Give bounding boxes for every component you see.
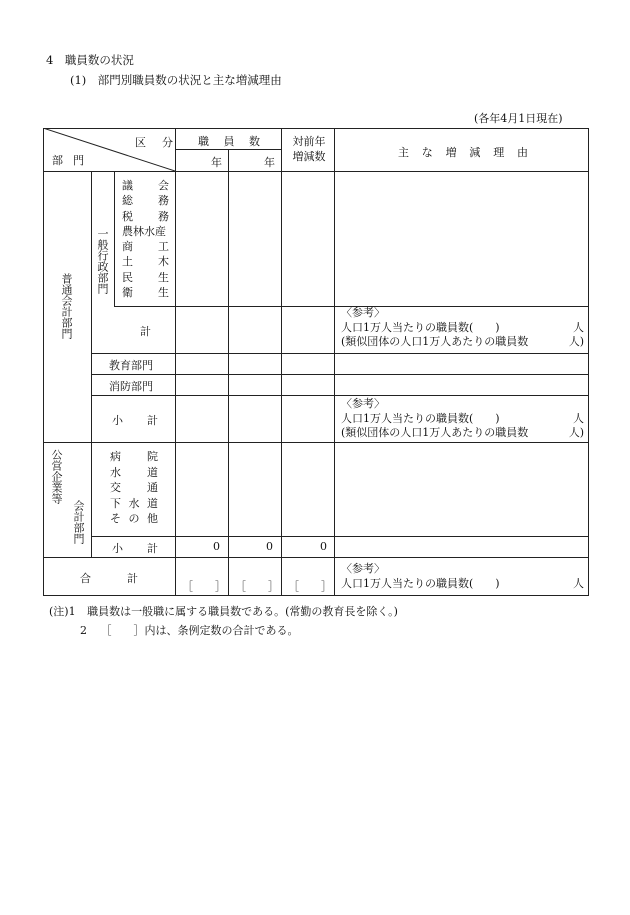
kouei-label: 公営企業等 <box>50 449 63 504</box>
list-item: 交 通 <box>110 481 158 494</box>
gokei-bracket-2: ［ ］ <box>235 580 279 593</box>
list-item: 総 務 <box>122 194 169 208</box>
list-item: 病 院 <box>110 450 158 463</box>
futsu-kaikei-label: 普通会計部門 <box>60 273 73 339</box>
gokei-label: 合 計 <box>80 572 138 585</box>
kouei-shokei-label: 小 計 <box>112 542 158 555</box>
shobo-label: 消防部門 <box>109 380 153 393</box>
sanko-gokei: 〈参考〉 人口1万人当たりの職員数( ) 人 <box>341 562 584 590</box>
sanko-shokei: 〈参考〉 人口1万人当たりの職員数( ) 人 (類似団体の人口1万人あたりの職員数 人) <box>341 397 584 439</box>
header-shokuinsu: 職 員 数 <box>198 135 260 148</box>
list-item: 衛 生 <box>122 286 169 300</box>
header-bumon: 部 門 <box>52 154 84 167</box>
kouei-shokei-value-2: 0 <box>266 540 273 553</box>
header-year-2: 年 <box>264 156 275 169</box>
kyoiku-label: 教育部門 <box>109 359 153 372</box>
list-item: 下 水 道 <box>110 496 158 510</box>
kaikei-bumon-label: 会計部門 <box>72 500 85 544</box>
note-1: (注)1 職員数は一般職に属する職員数である。(常勤の教育長を除く。) <box>49 605 398 618</box>
header-taizen: 対前年 増減数 <box>292 135 326 163</box>
list-item: 農林水産 <box>122 224 166 238</box>
gokei-bracket-3: ［ ］ <box>288 580 332 593</box>
header-reason: 主 な 増 減 理 由 <box>398 146 528 159</box>
list-item: 議 会 <box>122 179 169 192</box>
kei-label: 計 <box>140 325 151 338</box>
list-item: そ の 他 <box>110 512 158 525</box>
list-item: 民 生 <box>122 270 169 284</box>
list-item: 土 木 <box>122 255 169 269</box>
kouei-items <box>110 449 158 527</box>
list-item: 水 道 <box>110 465 158 479</box>
ippan-gyosei-label: 一般行政部門 <box>96 228 109 294</box>
list-item: 商 工 <box>122 240 169 254</box>
sanko-kei: 〈参考〉 人口1万人当たりの職員数( ) 人 (類似団体の人口1万人あたりの職員数 人) <box>341 306 584 348</box>
date-note: (各年4月1日現在) <box>474 112 563 125</box>
gokei-bracket-1: ［ ］ <box>182 580 226 593</box>
subsection-title: (1) 部門別職員数の状況と主な増減理由 <box>70 73 282 87</box>
kouei-shokei-value-1: 0 <box>213 540 220 553</box>
ippan-items <box>122 178 169 300</box>
section-title: 4 職員数の状況 <box>46 53 134 67</box>
note-2: 2 ［ ］内は、条例定数の合計である。 <box>80 624 299 637</box>
list-item: 税 務 <box>122 209 169 223</box>
shokei-label: 小 計 <box>112 414 158 427</box>
header-kubun: 区 分 <box>135 136 173 149</box>
header-year-1: 年 <box>211 156 222 169</box>
kouei-shokei-value-3: 0 <box>320 540 327 553</box>
